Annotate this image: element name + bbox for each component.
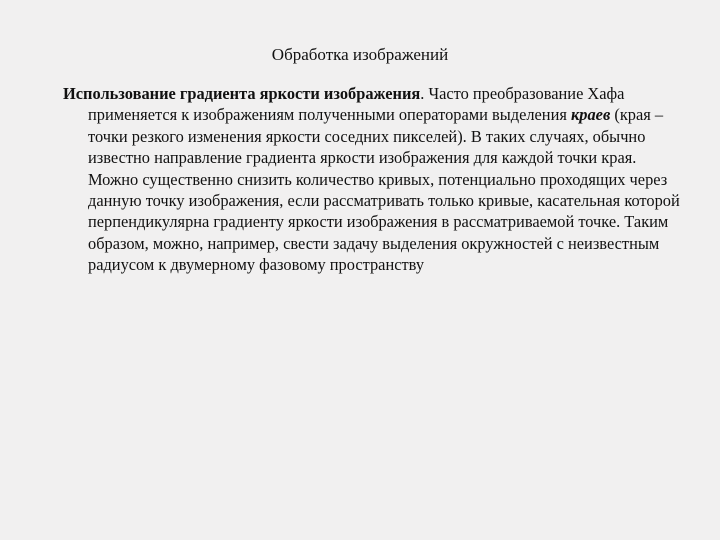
slide-title: Обработка изображений (271, 45, 449, 64)
paragraph-lead: Использование градиента яркости изображения (63, 84, 421, 103)
paragraph-text-1: . Часто преобразование Хафа применяется к изображениям полученными операторами выделения (88, 84, 625, 125)
paragraph-emphasis: краев (570, 105, 611, 125)
paragraph-text-2: (края – точки резкого изменения яркости соседних пикселей). В таких случаях, обычно известно направление градиента яркости изображения для каждой точки края. Можно существенно снизить количество кривых, потенциально проходящих через данную точку изображения, если рассматривать только кривые, касательная которой перпендикулярна градиенту яркости изображения в рассматриваемой точке. Таким образом, можно, например, свести задачу выделения окружностей с неизвестным радиусом к двумерному фазовому пространству (88, 105, 680, 275)
slide-body-paragraph (63, 83, 688, 276)
